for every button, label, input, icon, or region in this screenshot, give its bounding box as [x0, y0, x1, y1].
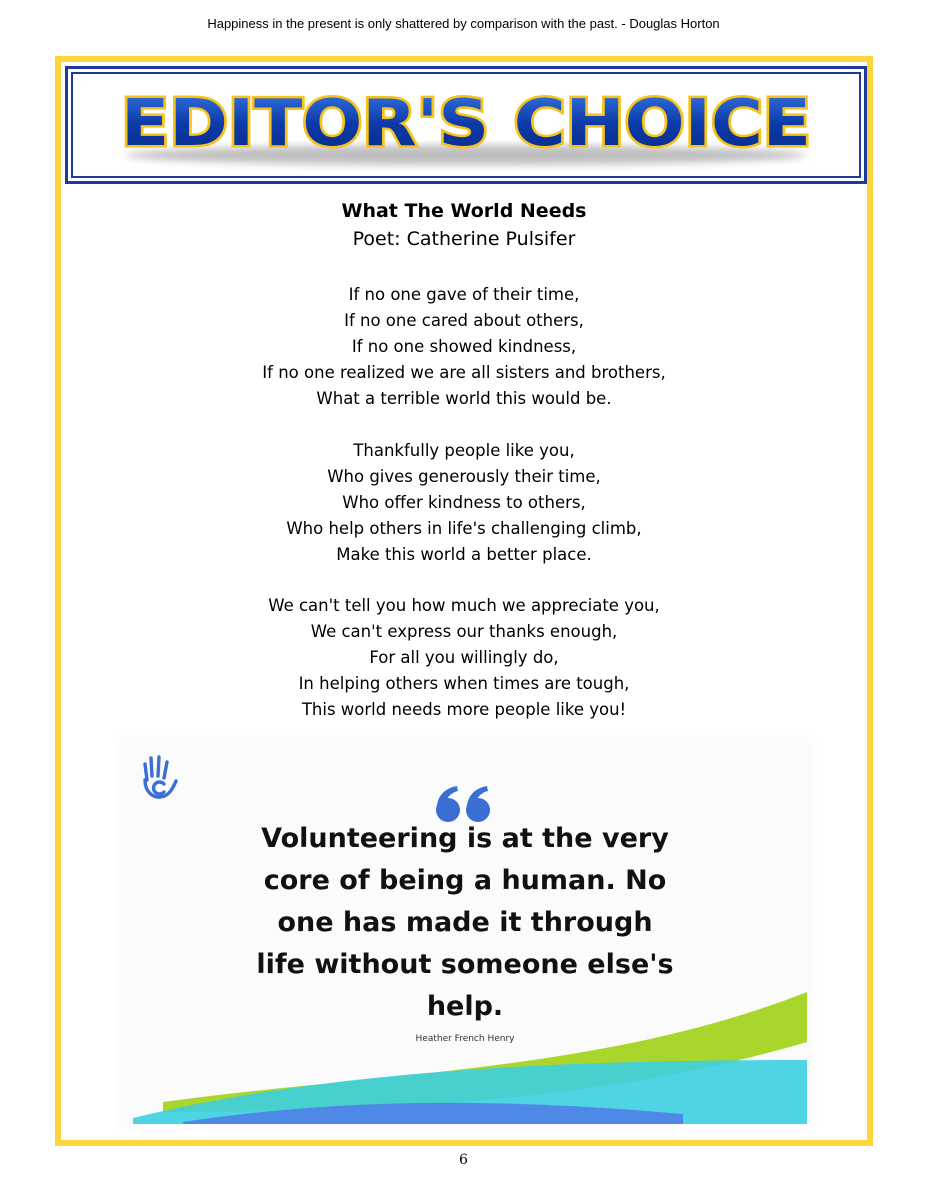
- page-number: 6: [459, 1152, 468, 1168]
- poem-stanza-2: [61, 438, 867, 568]
- quote-line: help.: [426, 991, 504, 1022]
- poem-line: For all you willingly do,: [369, 648, 559, 667]
- banner-title: EDITOR'S CHOICE: [121, 87, 811, 161]
- poem-line: Thankfully people like you,: [353, 441, 575, 460]
- volunteer-quote-text: [123, 818, 807, 1028]
- quote-line: Volunteering is at the very: [261, 823, 669, 854]
- poem-line: If no one gave of their time,: [348, 285, 580, 304]
- poem-line: If no one realized we are all sisters and brothers,: [262, 363, 666, 382]
- poem-stanza-1: [61, 282, 867, 412]
- poem-line: Who help others in life's challenging climb,: [286, 519, 642, 538]
- poem-line: Who offer kindness to others,: [342, 493, 586, 512]
- poem-line: Make this world a better place.: [336, 545, 592, 564]
- poem-line: What a terrible world this would be.: [316, 389, 612, 408]
- poem-line: Who gives generously their time,: [327, 467, 601, 486]
- poem-line: This world needs more people like you!: [301, 700, 627, 719]
- quote-line: life without someone else's: [256, 949, 674, 980]
- poem-poet: Poet: Catherine Pulsifer: [352, 228, 576, 250]
- banner-title-graphic: [68, 69, 864, 181]
- hand-c-icon: [139, 754, 179, 800]
- poem-line: We can't express our thanks enough,: [310, 622, 618, 641]
- poem-line: In helping others when times are tough,: [298, 674, 630, 693]
- volunteer-quote-card: [123, 742, 807, 1124]
- editors-choice-frame: [55, 56, 873, 1146]
- editors-choice-banner: [65, 66, 867, 184]
- quote-line: one has made it through: [277, 907, 653, 938]
- quote-author: Heather French Henry: [415, 1034, 515, 1044]
- header-quote: Happiness in the present is only shattered by comparison with the past. - Douglas Horton: [207, 16, 720, 31]
- quote-line: core of being a human. No: [263, 865, 667, 896]
- poem-line: We can't tell you how much we appreciate you,: [268, 596, 660, 615]
- poem-line: If no one cared about others,: [344, 311, 584, 330]
- poem-line: If no one showed kindness,: [351, 337, 577, 356]
- poem-title: What The World Needs: [341, 200, 587, 222]
- poem-stanza-3: [61, 593, 867, 723]
